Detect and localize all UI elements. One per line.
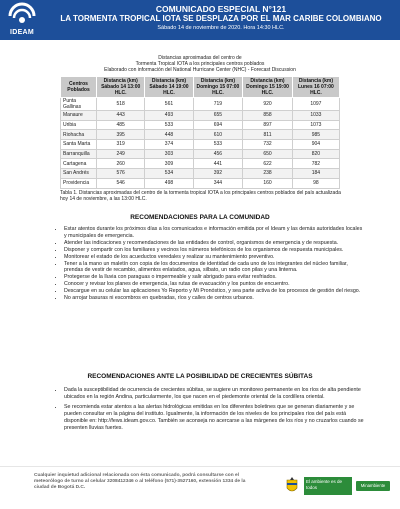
- table-row: [61, 149, 340, 159]
- table-cell: Uribia: [61, 120, 97, 130]
- caption-line: Elaborado con información del National Hurricane Center (NHC) - Forecast Discussion: [104, 67, 296, 74]
- colombia-crest-icon: [284, 476, 300, 498]
- page-title: COMUNICADO ESPECIAL N°121: [155, 4, 287, 14]
- table-cell: 782: [292, 159, 339, 169]
- table-cell: 650: [243, 149, 293, 159]
- table-note: Tabla 1. Distancias aproximadas del centro de la tormenta tropical IOTA a los principales centros poblados del país actualizada hoy 14 de noviembre, a las 13:00 HLC.: [60, 190, 341, 202]
- column-header: Distancia (km) Domingo 15 19:00 HLC.: [243, 77, 293, 98]
- table-cell: 498: [145, 178, 193, 188]
- table-cell: 1073: [292, 120, 339, 130]
- table-cell: 719: [193, 98, 243, 111]
- header-titles: [48, 4, 394, 32]
- list-item: • Estar atentos durante los próximos días a los comunicados e información emitida por el Ideam y las demás autoridades locales y municipales de emergencia.: [64, 226, 364, 240]
- table-cell: 485: [97, 120, 145, 130]
- table-cell: Santa Marta: [61, 140, 97, 150]
- header-banner: [0, 0, 400, 40]
- table-cell: 622: [243, 159, 293, 169]
- table-cell: 732: [243, 140, 293, 150]
- table-cell: 610: [193, 130, 243, 140]
- table-cell: 1097: [292, 98, 339, 111]
- table-cell: 985: [292, 130, 339, 140]
- table-cell: San Andrés: [61, 169, 97, 179]
- table-row: [61, 111, 340, 121]
- caption-line: Distancias aproximadas del centro de: [158, 55, 242, 61]
- column-header: Distancia (km) Lunes 16 07:00 HLC.: [292, 77, 339, 98]
- table-cell: Punta Gallinas: [61, 98, 97, 111]
- table-cell: 533: [193, 140, 243, 150]
- page-date: Sábado 14 de noviembre de 2020. Hora 14:30 HLC.: [157, 25, 285, 31]
- table-cell: 249: [97, 149, 145, 159]
- page-subtitle: LA TORMENTA TROPICAL IOTA SE DESPLAZA POR EL MAR CARIBE COLOMBIANO: [60, 14, 382, 23]
- table-cell: Manaure: [61, 111, 97, 121]
- table-cell: 374: [145, 140, 193, 150]
- table-cell: 533: [145, 120, 193, 130]
- list-item: • Tener a la mano un maletín con copia de los documentos de identidad de cada uno de los integrantes del núcleo familiar, prendas de vestir de recambio, alimentos enlatados, agua, silbato, un radio con pilas y una linterna.: [64, 261, 364, 275]
- table-cell: 897: [243, 120, 293, 130]
- floods-recommendations-list: [56, 387, 364, 431]
- table-cell: 694: [193, 120, 243, 130]
- table-cell: 395: [97, 130, 145, 140]
- column-header: Distancia (km) Domingo 15 07:00 HLC.: [193, 77, 243, 98]
- table-cell: 1033: [292, 111, 339, 121]
- table-cell: 546: [97, 178, 145, 188]
- table-row: [61, 130, 340, 140]
- table-cell: 904: [292, 140, 339, 150]
- table-cell: 443: [97, 111, 145, 121]
- list-item: • Atender las indicaciones y recomendaciones de las entidades de control, organismos de emergencia y de respuesta.: [64, 240, 364, 247]
- ministry-badge: Minambiente: [356, 481, 390, 491]
- table-row: [61, 169, 340, 179]
- table-cell: 98: [292, 178, 339, 188]
- footer: [0, 466, 400, 509]
- table-cell: 441: [193, 159, 243, 169]
- list-item: • No arrojar basuras ni escombros en quebradas, ríos y calles de centros urbanos.: [64, 295, 364, 302]
- table-cell: 309: [145, 159, 193, 169]
- list-item: • Protegerse de la lluvia con paraguas o impermeable y salir abrigado para evitar resfriados.: [64, 274, 364, 281]
- ministry-logo: El ambiente es de todos: [304, 477, 352, 495]
- table-cell: 576: [97, 169, 145, 179]
- table-cell: 655: [193, 111, 243, 121]
- table-row: [61, 178, 340, 188]
- table-header-row: [61, 77, 340, 98]
- table-cell: 534: [145, 169, 193, 179]
- community-recommendations-list: [56, 226, 364, 302]
- list-item: • Se recomienda estar atentos a las alertas hidrológicas emitidas en los diferentes boletines que se generan diariamente y se pueden consultar en la página del instituto. Igualmente, la información de los niveles de los principales ríos del país está disponible en: http://fews.ideam.gov.co. También se aconseja no acercarse a las márgenes de los ríos y no cruzarlos cuando se presenten lluvias fuertes.: [64, 404, 364, 432]
- table-cell: 456: [193, 149, 243, 159]
- table-cell: 303: [145, 149, 193, 159]
- table-cell: 238: [243, 169, 293, 179]
- table-cell: 392: [193, 169, 243, 179]
- table-cell: 561: [145, 98, 193, 111]
- list-item: • Dada la susceptibilidad de ocurrencia de crecientes súbitas, se sugiere un monitoreo permanente en los ríos de alta pendiente ubicados en la región Andina, particularmente, los que nacen en el piedemonte oriental de la cordillera oriental.: [64, 387, 364, 401]
- table-cell: 518: [97, 98, 145, 111]
- list-item: • Conocer y revisar los planes de emergencia, las rutas de evacuación y los puntos de encuentro.: [64, 281, 364, 288]
- table-cell: 820: [292, 149, 339, 159]
- list-item: • Disponer y compartir con los familiares y vecinos los números telefónicos de los organismos de respuesta municipales.: [64, 247, 364, 254]
- table-cell: Providencia: [61, 178, 97, 188]
- table-row: [61, 120, 340, 130]
- distance-table: [60, 76, 340, 189]
- table-cell: 448: [145, 130, 193, 140]
- column-header: Centros Poblados: [61, 77, 97, 98]
- table-cell: 811: [243, 130, 293, 140]
- community-section-title: RECOMENDACIONES PARA LA COMUNIDAD: [130, 214, 270, 221]
- table-cell: 319: [97, 140, 145, 150]
- list-item: • Monitorear el estado de los acueductos veredales y realizar su mantenimiento preventivo.: [64, 254, 364, 261]
- table-cell: 160: [243, 178, 293, 188]
- table-cell: Barranquilla: [61, 149, 97, 159]
- floods-section-title: RECOMENDACIONES ANTE LA POSIBILIDAD DE CRECIENTES SÚBITAS: [87, 373, 313, 380]
- column-header: Distancia (km) Sábado 14 19:00 HLC.: [145, 77, 193, 98]
- table-row: [61, 98, 340, 111]
- table-cell: Riohacha: [61, 130, 97, 140]
- table-row: [61, 159, 340, 169]
- table-cell: 920: [243, 98, 293, 111]
- table-caption: [60, 55, 340, 74]
- table-cell: Cartagena: [61, 159, 97, 169]
- table-cell: 493: [145, 111, 193, 121]
- footer-contact-note: Cualquier inquietud adicional relacionada con ésta comunicado, podrá consultarse con el meteorólogo de turno al celular 3208412346 o al teléfono (571)-3527160, extensión 1334 de la ciudad de Bogotá D.C.: [34, 473, 246, 490]
- table-cell: 858: [243, 111, 293, 121]
- table-cell: 260: [97, 159, 145, 169]
- table-cell: 344: [193, 178, 243, 188]
- column-header: Distancia (km) Sábado 14 13:00 HLC.: [97, 77, 145, 98]
- logo-text: IDEAM: [9, 29, 35, 36]
- table-cell: 184: [292, 169, 339, 179]
- caption-line: Tormenta Tropical IOTA a los principales centros poblados: [135, 61, 265, 68]
- table-row: [61, 140, 340, 150]
- list-item: • Descargue en su celular las aplicaciones Yo Reporto y Mi Pronóstico, y sea parte activa de los procesos de gestión del riesgo.: [64, 288, 364, 295]
